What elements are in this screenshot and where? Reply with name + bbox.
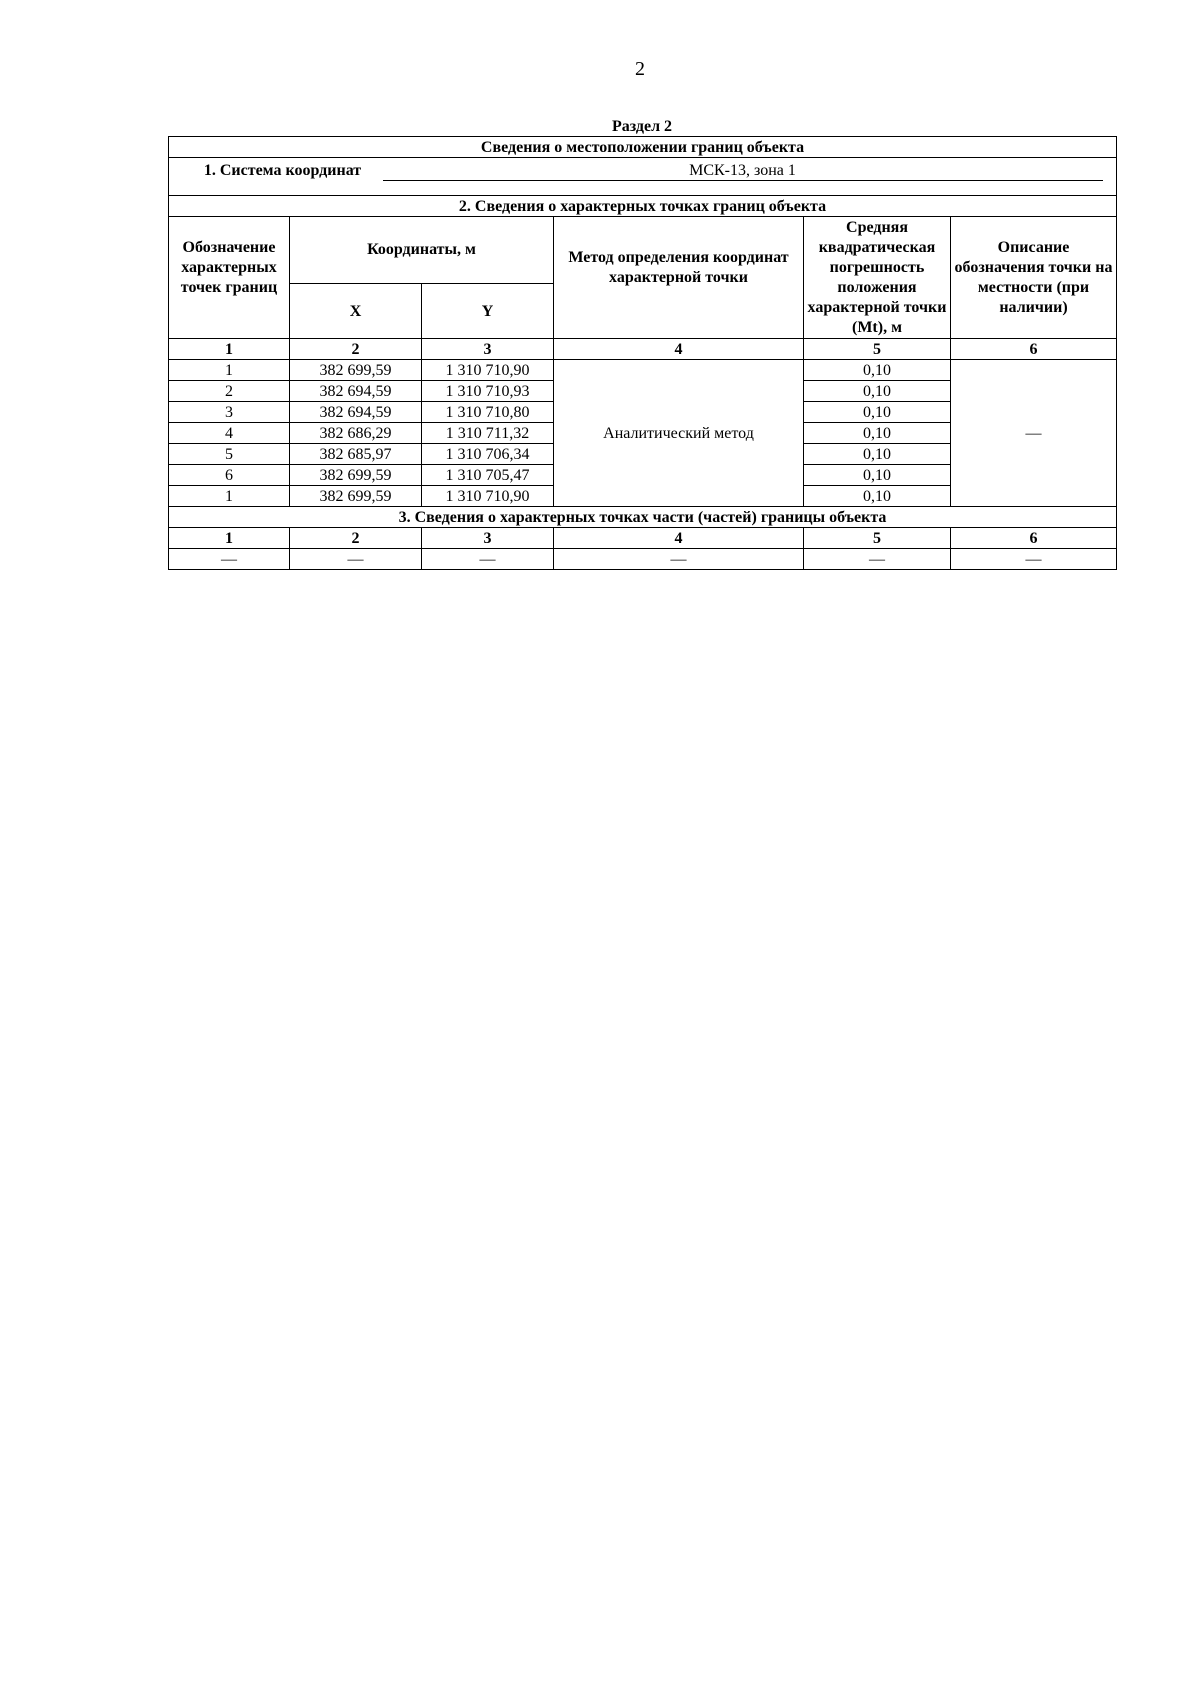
method-value: Аналитический метод: [554, 360, 804, 507]
empty-cell: —: [554, 549, 804, 570]
header-x: X: [290, 284, 422, 339]
page-number: 2: [635, 58, 645, 80]
header-method: Метод определения координат характерной точки: [554, 217, 804, 339]
coord-y: 1 310 711,32: [422, 423, 554, 444]
coord-y: 1 310 710,90: [422, 486, 554, 507]
parts-column-numbers-row: [169, 528, 1117, 549]
table-row: [169, 360, 1117, 381]
coord-system-label: 1. Система координат: [203, 162, 362, 179]
section-title: Раздел 2: [611, 118, 673, 135]
coord-x: 382 694,59: [290, 381, 422, 402]
mt-value: 0,10: [804, 486, 951, 507]
column-number: 2: [290, 528, 422, 549]
header-description: Описание обозначения точки на местности (при наличии): [951, 217, 1117, 339]
mt-value: 0,10: [804, 402, 951, 423]
point-id: 4: [169, 423, 290, 444]
column-numbers-row: [169, 339, 1117, 360]
header-point: Обозначение характерных точек границ: [169, 217, 290, 339]
mt-value: 0,10: [804, 444, 951, 465]
coord-system-cell: [169, 158, 1117, 196]
header-error: Средняя квадратическая погрешность положения характерной точки (Mt), м: [804, 217, 951, 339]
header-row-1: [169, 217, 1117, 284]
coord-x: 382 699,59: [290, 360, 422, 381]
point-id: 2: [169, 381, 290, 402]
coord-x: 382 685,97: [290, 444, 422, 465]
mt-value: 0,10: [804, 360, 951, 381]
coord-system-value: МСК-13, зона 1: [383, 161, 1103, 181]
column-number: 4: [554, 339, 804, 360]
coord-x: 382 694,59: [290, 402, 422, 423]
header-y: Y: [422, 284, 554, 339]
coord-y: 1 310 710,90: [422, 360, 554, 381]
description-value: —: [951, 360, 1117, 507]
coord-y: 1 310 710,93: [422, 381, 554, 402]
empty-cell: —: [804, 549, 951, 570]
column-number: 5: [804, 528, 951, 549]
column-number: 3: [422, 339, 554, 360]
column-number: 1: [169, 528, 290, 549]
points-section-title-row: [169, 196, 1117, 217]
parts-section-title-row: [169, 507, 1117, 528]
parts-empty-row: [169, 549, 1117, 570]
column-number: 5: [804, 339, 951, 360]
empty-cell: —: [951, 549, 1117, 570]
table-title-row: [169, 137, 1117, 158]
point-id: 1: [169, 360, 290, 381]
points-section-title: 2. Сведения о характерных точках границ объекта: [169, 196, 1117, 217]
boundary-table: [168, 136, 1117, 570]
parts-section-title: 3. Сведения о характерных точках части (частей) границы объекта: [169, 507, 1117, 528]
point-id: 6: [169, 465, 290, 486]
column-number: 6: [951, 339, 1117, 360]
column-number: 2: [290, 339, 422, 360]
coord-system-row: [169, 158, 1117, 196]
point-id: 5: [169, 444, 290, 465]
mt-value: 0,10: [804, 465, 951, 486]
point-id: 3: [169, 402, 290, 423]
coord-x: 382 699,59: [290, 465, 422, 486]
coord-y: 1 310 710,80: [422, 402, 554, 423]
table-title: Сведения о местоположении границ объекта: [169, 137, 1117, 158]
point-id: 1: [169, 486, 290, 507]
mt-value: 0,10: [804, 423, 951, 444]
column-number: 4: [554, 528, 804, 549]
coord-y: 1 310 705,47: [422, 465, 554, 486]
column-number: 1: [169, 339, 290, 360]
column-number: 6: [951, 528, 1117, 549]
column-number: 3: [422, 528, 554, 549]
coord-x: 382 686,29: [290, 423, 422, 444]
empty-cell: —: [169, 549, 290, 570]
empty-cell: —: [290, 549, 422, 570]
coord-x: 382 699,59: [290, 486, 422, 507]
coord-y: 1 310 706,34: [422, 444, 554, 465]
mt-value: 0,10: [804, 381, 951, 402]
empty-cell: —: [422, 549, 554, 570]
header-coords: Координаты, м: [290, 217, 554, 284]
